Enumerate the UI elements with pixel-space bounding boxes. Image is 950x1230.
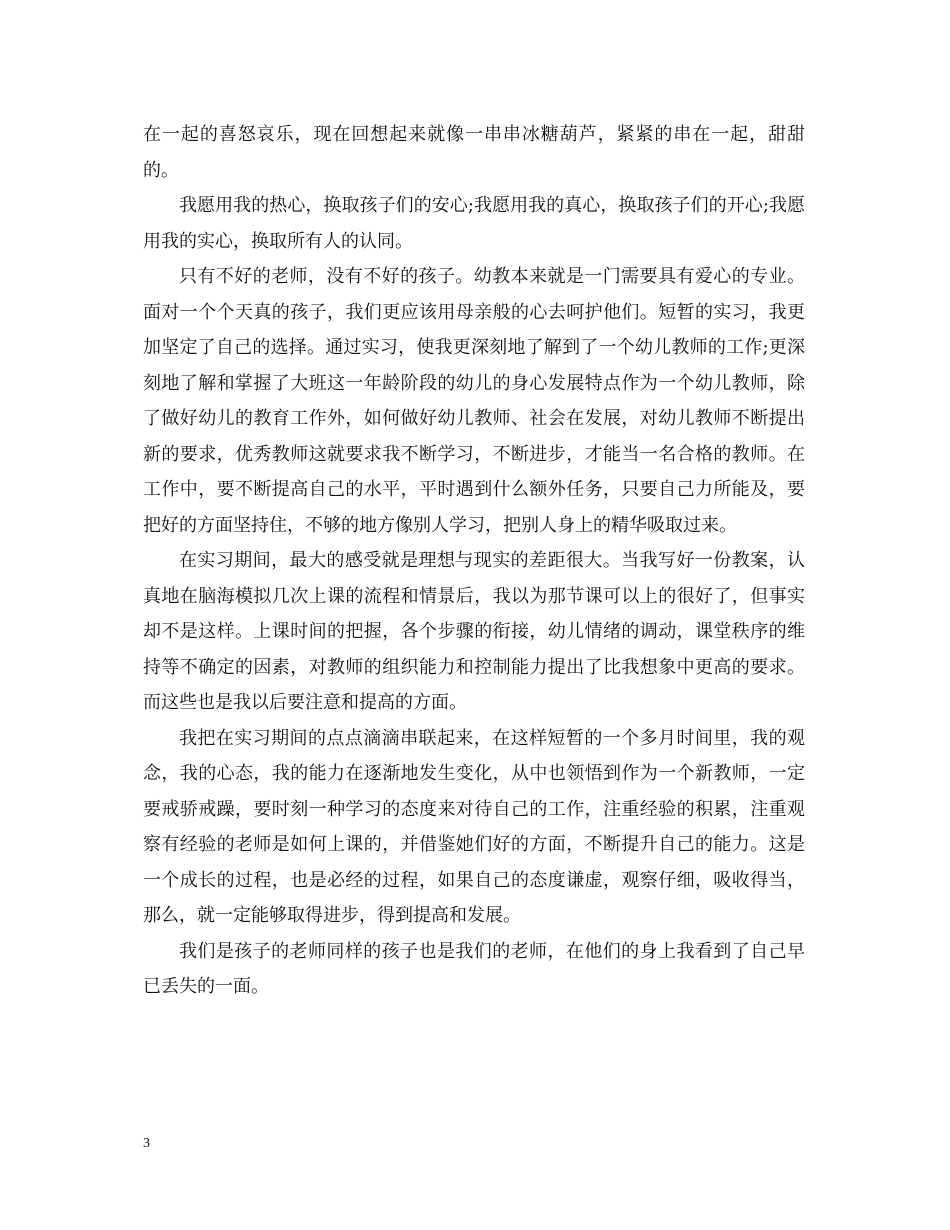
paragraph-6: 我们是孩子的老师同样的孩子也是我们的老师，在他们的身上我看到了自己早已丢失的一面。 [143,940,805,997]
paragraph-4: 在实习期间，最大的感受就是理想与现实的差距很大。当我写好一份教案，认真地在脑海模拟几次上课的流程和情景后，我以为那节课可以上的很好了，但事实却不是这样。上课时间的把握，各个步骤的衔接，幼儿情绪的调动，课堂秩序的维持等不确定的因素，对教师的组织能力和控制能力提出了比我想象中更高的要求。而这些也是我以后要注意和提高的方面。 [143,550,805,713]
paragraph-5: 我把在实习期间的点点滴滴串联起来，在这样短暂的一个多月时间里，我的观念，我的心态，我的能力在逐渐地发生变化，从中也领悟到作为一个新教师，一定要戒骄戒躁，要时刻一种学习的态度来对待自己的工作，注重经验的积累，注重观察有经验的老师是如何上课的，并借鉴她们好的方面，不断提升自己的能力。这是一个成长的过程，也是必经的过程，如果自己的态度谦虚，观察仔细，吸收得当，那么，就一定能够取得进步，得到提高和发展。 [143,727,805,926]
paragraph-3: 只有不好的老师，没有不好的孩子。幼教本来就是一门需要具有爱心的专业。面对一个个天真的孩子，我们更应该用母亲般的心去呵护他们。短暂的实习，我更加坚定了自己的选择。通过实习，使我更深刻地了解到了一个幼儿教师的工作;更深刻地了解和掌握了大班这一年龄阶段的幼儿的身心发展特点作为一个幼儿教师，除了做好幼儿的教育工作外，如何做好幼儿教师、社会在发展，对幼儿教师不断提出新的要求，优秀教师这就要求我不断学习，不断进步，才能当一名合格的教师。在工作中，要不断提高自己的水平，平时遇到什么额外任务，只要自己力所能及，要把好的方面坚持住，不够的地方像别人学习，把别人身上的精华吸取过来。 [143,266,805,536]
paragraph-2: 我愿用我的热心，换取孩子们的安心;我愿用我的真心，换取孩子们的开心;我愿用我的实心，换取所有人的认同。 [143,195,805,252]
page-number: 3 [143,1136,150,1151]
paragraph-1: 在一起的喜怒哀乐，现在回想起来就像一串串冰糖葫芦，紧紧的串在一起，甜甜的。 [143,124,805,181]
document-body [143,117,805,1005]
